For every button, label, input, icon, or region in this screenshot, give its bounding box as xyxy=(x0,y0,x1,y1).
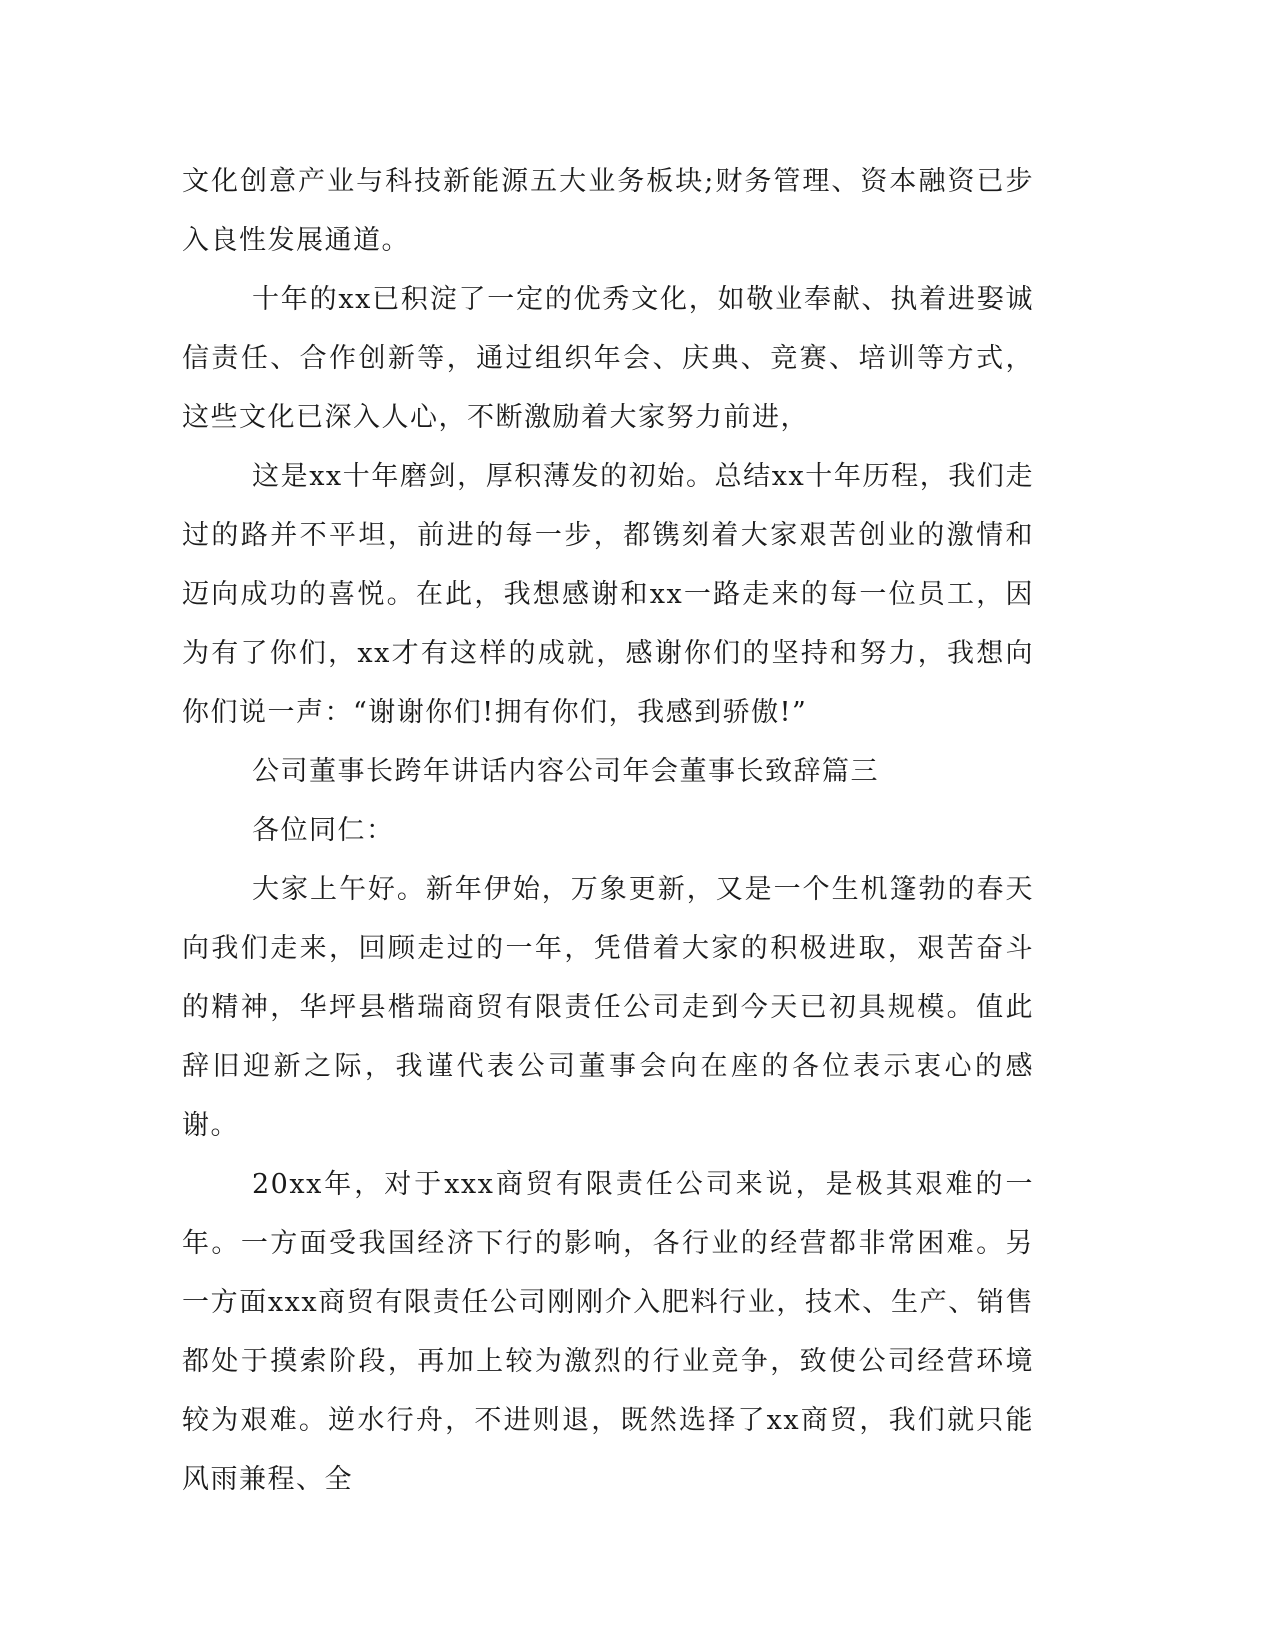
document-body xyxy=(182,152,1034,1509)
paragraph-7: 20xx年，对于xxx商贸有限责任公司来说，是极其艰难的一年。一方面受我国经济下行的影响，各行业的经营都非常困难。另一方面xxx商贸有限责任公司刚刚介入肥料行业，技术、生产、销售都处于摸索阶段，再加上较为激烈的行业竞争，致使公司经营环境较为艰难。逆水行舟，不进则退，既然选择了xx商贸，我们就只能风雨兼程、全 xyxy=(182,1169,1034,1495)
paragraph-6: 大家上午好。新年伊始，万象更新，又是一个生机篷勃的春天向我们走来，回顾走过的一年，凭借着大家的积极进取，艰苦奋斗的精神，华坪县楷瑞商贸有限责任公司走到今天已初具规模。值此辞旧迎新之际，我谨代表公司董事会向在座的各位表示衷心的感谢。 xyxy=(182,874,1034,1141)
paragraph-2: 十年的xx已积淀了一定的优秀文化，如敬业奉献、执着进娶诚信责任、合作创新等，通过组织年会、庆典、竞赛、培训等方式，这些文化已深入人心，不断激励着大家努力前进， xyxy=(182,284,1034,433)
paragraph-3: 这是xx十年磨剑，厚积薄发的初始。总结xx十年历程，我们走过的路并不平坦，前进的每一步，都镌刻着大家艰苦创业的激情和迈向成功的喜悦。在此，我想感谢和xx一路走来的每一位员工，因为有了你们，xx才有这样的成就，感谢你们的坚持和努力，我想向你们说一声：“谢谢你们!拥有你们，我感到骄傲!” xyxy=(182,461,1034,728)
section-heading: 公司董事长跨年讲话内容公司年会董事长致辞篇三 xyxy=(252,756,879,787)
salutation: 各位同仁： xyxy=(252,815,395,846)
paragraph-1: 文化创意产业与科技新能源五大业务板块;财务管理、资本融资已步入良性发展通道。 xyxy=(182,166,1034,256)
